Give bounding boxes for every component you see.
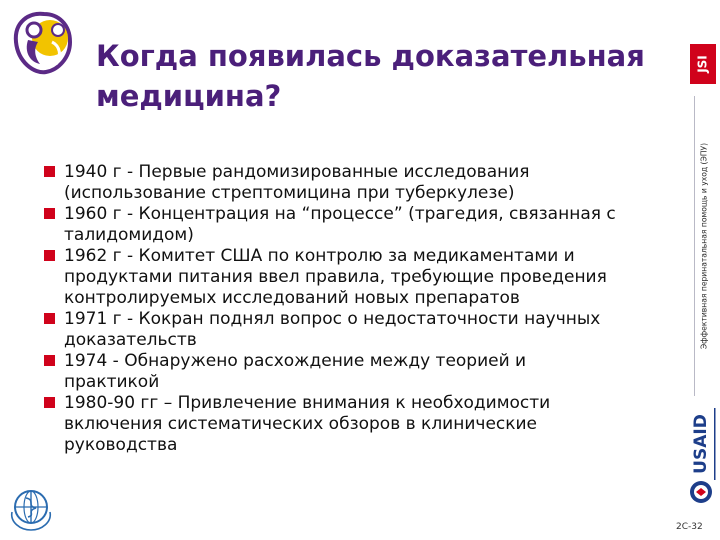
bullet-text: 1974 - Обнаружено расхождение между теорией и практикой xyxy=(64,351,527,392)
list-item xyxy=(44,393,684,456)
list-item xyxy=(44,204,684,246)
bullet-square-icon xyxy=(44,355,55,366)
bullet-text: 1960 г - Концентрация на “процессе” (трагедия, связанная с талидомидом) xyxy=(64,204,616,245)
jsi-logo-icon xyxy=(690,44,716,84)
mother-child-logo-icon xyxy=(4,8,84,80)
side-divider xyxy=(694,96,695,396)
side-caption-text: Эффективная перинатальная помощь и уход (ЭПУ) xyxy=(699,142,709,350)
bullet-text: 1940 г - Первые рандомизированные исследования (использование стрептомицина при туберкулезе) xyxy=(64,162,530,203)
bullet-list xyxy=(44,162,684,456)
list-item xyxy=(44,351,684,393)
bullet-square-icon xyxy=(44,250,55,261)
bullet-square-icon xyxy=(44,313,55,324)
list-item xyxy=(44,162,684,204)
who-emblem-icon xyxy=(6,484,56,534)
jsi-logo-text: JSI xyxy=(695,55,710,73)
bullet-square-icon xyxy=(44,166,55,177)
list-item xyxy=(44,309,684,351)
usaid-logo-icon xyxy=(684,404,718,506)
bullet-square-icon xyxy=(44,397,55,408)
bullet-square-icon xyxy=(44,208,55,219)
usaid-logo-text: USAID xyxy=(691,414,711,474)
bullet-text: 1980-90 гг – Привлечение внимания к необходимости включения систематических обзоров в клинические руководства xyxy=(64,393,551,455)
slide-number: 2C-32 xyxy=(676,522,703,532)
bullet-text: 1962 г - Комитет США по контролю за медикаментами и продуктами питания ввел правила, требующие проведения контролируемых исследований новых препаратов xyxy=(64,246,607,308)
slide-title xyxy=(96,36,656,116)
slide-title-line-2: медицина? xyxy=(96,79,282,113)
slide-title-line-1: Когда появилась доказательная xyxy=(96,39,645,73)
bullet-text: 1971 г - Кокран поднял вопрос о недостаточности научных доказательств xyxy=(64,309,601,350)
list-item xyxy=(44,246,684,309)
